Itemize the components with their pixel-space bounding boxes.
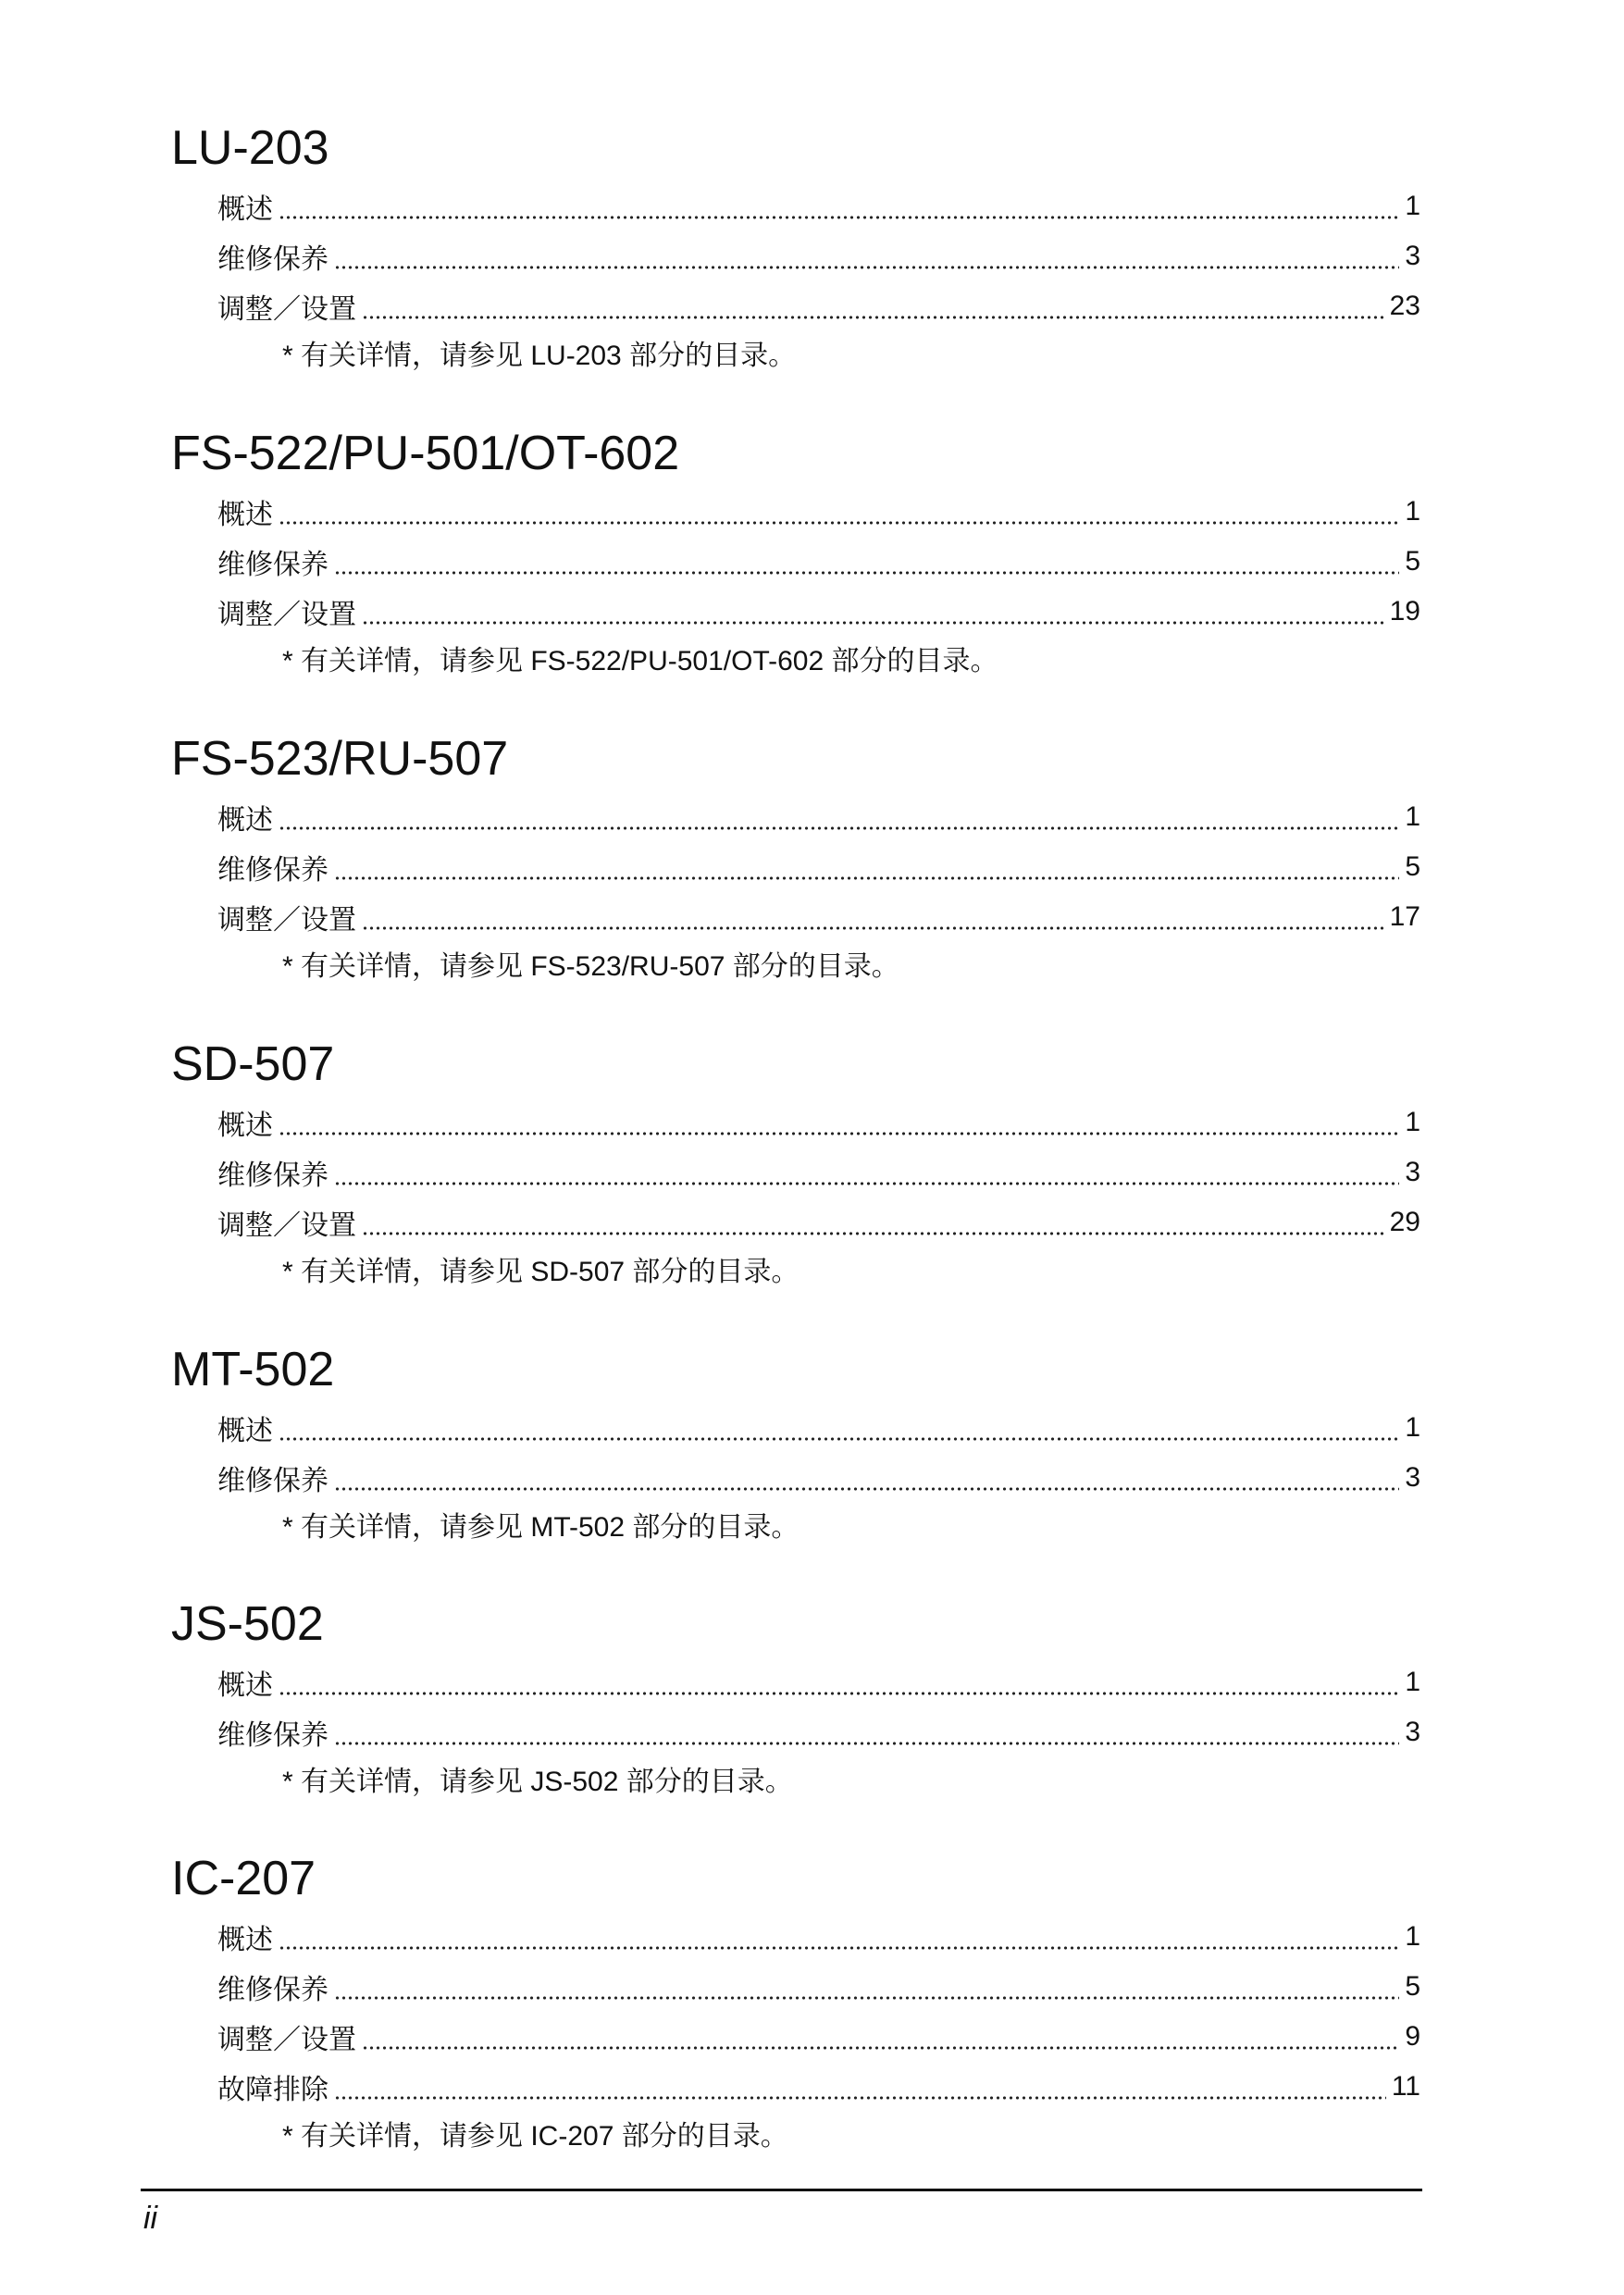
toc-entry-label: 调整／设置 bbox=[217, 1210, 356, 1241]
toc-entry[interactable] bbox=[217, 842, 1420, 892]
dot-leader bbox=[334, 1973, 1399, 2001]
toc-entry[interactable] bbox=[217, 1707, 1420, 1757]
toc-entry-page-number: 1 bbox=[1405, 496, 1420, 527]
toc-entry-label: 故障排除 bbox=[217, 2075, 329, 2105]
toc-entry[interactable] bbox=[217, 1453, 1420, 1503]
toc-entry[interactable] bbox=[217, 1657, 1420, 1707]
dot-leader bbox=[334, 1464, 1399, 1492]
toc-entry-page-number: 3 bbox=[1405, 1462, 1420, 1493]
dot-leader bbox=[334, 2073, 1386, 2101]
toc-entry-label: 概述 bbox=[217, 1416, 273, 1446]
toc-entry[interactable] bbox=[217, 2062, 1420, 2112]
toc-entry-page-number: 3 bbox=[1405, 1717, 1420, 1747]
toc-entry-label: 概述 bbox=[217, 1110, 273, 1141]
toc-entry-page-number: 1 bbox=[1405, 1921, 1420, 1952]
dot-leader bbox=[279, 1669, 1399, 1696]
toc-entry-page-number: 29 bbox=[1389, 1207, 1420, 1237]
toc-entry[interactable] bbox=[217, 892, 1420, 942]
section-title: FS-522/PU-501/OT-602 bbox=[171, 427, 680, 480]
section-note: * 有关详情，请参见 MT-502 部分的目录。 bbox=[282, 1512, 800, 1543]
toc-entry-label: 维修保养 bbox=[217, 855, 329, 886]
toc-entry-label: 概述 bbox=[217, 1670, 273, 1701]
section-note: * 有关详情，请参见 LU-203 部分的目录。 bbox=[282, 341, 797, 371]
toc-entry-label: 调整／设置 bbox=[217, 294, 356, 325]
section-title: LU-203 bbox=[171, 121, 329, 175]
toc-entry-page-number: 3 bbox=[1405, 241, 1420, 271]
section-title: FS-523/RU-507 bbox=[171, 732, 509, 786]
toc-entry-label: 调整／设置 bbox=[217, 2025, 356, 2055]
toc-entry-label: 概述 bbox=[217, 194, 273, 225]
toc-entry-page-number: 1 bbox=[1405, 801, 1420, 832]
toc-entry-label: 维修保养 bbox=[217, 244, 329, 275]
section-title: IC-207 bbox=[171, 1852, 316, 1905]
toc-entry-label: 维修保养 bbox=[217, 1466, 329, 1496]
section-note: * 有关详情，请参见 IC-207 部分的目录。 bbox=[282, 2121, 788, 2152]
dot-leader bbox=[334, 548, 1399, 576]
toc-entry-label: 概述 bbox=[217, 1925, 273, 1955]
dot-leader bbox=[279, 192, 1399, 220]
toc-entry-page-number: 5 bbox=[1405, 1971, 1420, 2002]
toc-entry-label: 维修保养 bbox=[217, 1720, 329, 1751]
toc-entry[interactable] bbox=[217, 1197, 1420, 1247]
toc-entry[interactable] bbox=[217, 1098, 1420, 1148]
toc-entry-label: 维修保养 bbox=[217, 1160, 329, 1191]
toc-entry-page-number: 1 bbox=[1405, 1412, 1420, 1443]
page-number: ii bbox=[143, 2201, 158, 2236]
toc-entry-page-number: 19 bbox=[1389, 596, 1420, 626]
dot-leader bbox=[279, 803, 1399, 831]
toc-entry[interactable] bbox=[217, 2012, 1420, 2062]
dot-leader bbox=[279, 1923, 1399, 1951]
toc-entry-page-number: 1 bbox=[1405, 191, 1420, 221]
toc-entry-label: 概述 bbox=[217, 805, 273, 836]
toc-entry-label: 调整／设置 bbox=[217, 905, 356, 936]
toc-entry-label: 调整／设置 bbox=[217, 600, 356, 630]
toc-entry[interactable] bbox=[217, 487, 1420, 537]
dot-leader bbox=[362, 2023, 1399, 2051]
toc-entry[interactable] bbox=[217, 181, 1420, 231]
dot-leader bbox=[362, 598, 1384, 626]
toc-entry-page-number: 9 bbox=[1405, 2021, 1420, 2052]
toc-entry-label: 维修保养 bbox=[217, 550, 329, 580]
toc-entry[interactable] bbox=[217, 587, 1420, 637]
toc-entry-page-number: 1 bbox=[1405, 1107, 1420, 1137]
dot-leader bbox=[279, 1109, 1399, 1136]
section-title: SD-507 bbox=[171, 1037, 335, 1091]
toc-entry-page-number: 5 bbox=[1405, 851, 1420, 882]
toc-entry-page-number: 17 bbox=[1389, 901, 1420, 932]
toc-entry[interactable] bbox=[217, 792, 1420, 842]
dot-leader bbox=[362, 903, 1384, 931]
toc-entry-page-number: 3 bbox=[1405, 1157, 1420, 1187]
dot-leader bbox=[279, 1414, 1399, 1442]
toc-entry[interactable] bbox=[217, 281, 1420, 331]
section-note: * 有关详情，请参见 FS-522/PU-501/OT-602 部分的目录。 bbox=[282, 646, 998, 676]
section-title: MT-502 bbox=[171, 1343, 335, 1396]
section-note: * 有关详情，请参见 JS-502 部分的目录。 bbox=[282, 1767, 793, 1797]
toc-entry-page-number: 1 bbox=[1405, 1667, 1420, 1697]
toc-entry[interactable] bbox=[217, 1912, 1420, 1962]
toc-entry-label: 概述 bbox=[217, 500, 273, 530]
footer-rule bbox=[141, 2189, 1422, 2191]
toc-entry[interactable] bbox=[217, 231, 1420, 281]
toc-entry-page-number: 5 bbox=[1405, 546, 1420, 577]
dot-leader bbox=[362, 292, 1384, 320]
section-note: * 有关详情，请参见 SD-507 部分的目录。 bbox=[282, 1257, 800, 1287]
toc-entry[interactable] bbox=[217, 1403, 1420, 1453]
toc-entry[interactable] bbox=[217, 1962, 1420, 2012]
dot-leader bbox=[334, 853, 1399, 881]
toc-entry-page-number: 11 bbox=[1391, 2071, 1420, 2102]
toc-entry-page-number: 23 bbox=[1389, 291, 1420, 321]
dot-leader bbox=[362, 1209, 1384, 1236]
toc-entry-label: 维修保养 bbox=[217, 1975, 329, 2005]
section-note: * 有关详情，请参见 FS-523/RU-507 部分的目录。 bbox=[282, 951, 899, 982]
dot-leader bbox=[334, 242, 1399, 270]
toc-entry[interactable] bbox=[217, 1148, 1420, 1197]
dot-leader bbox=[334, 1159, 1399, 1186]
dot-leader bbox=[334, 1718, 1399, 1746]
dot-leader bbox=[279, 498, 1399, 526]
section-title: JS-502 bbox=[171, 1597, 324, 1651]
toc-entry[interactable] bbox=[217, 537, 1420, 587]
